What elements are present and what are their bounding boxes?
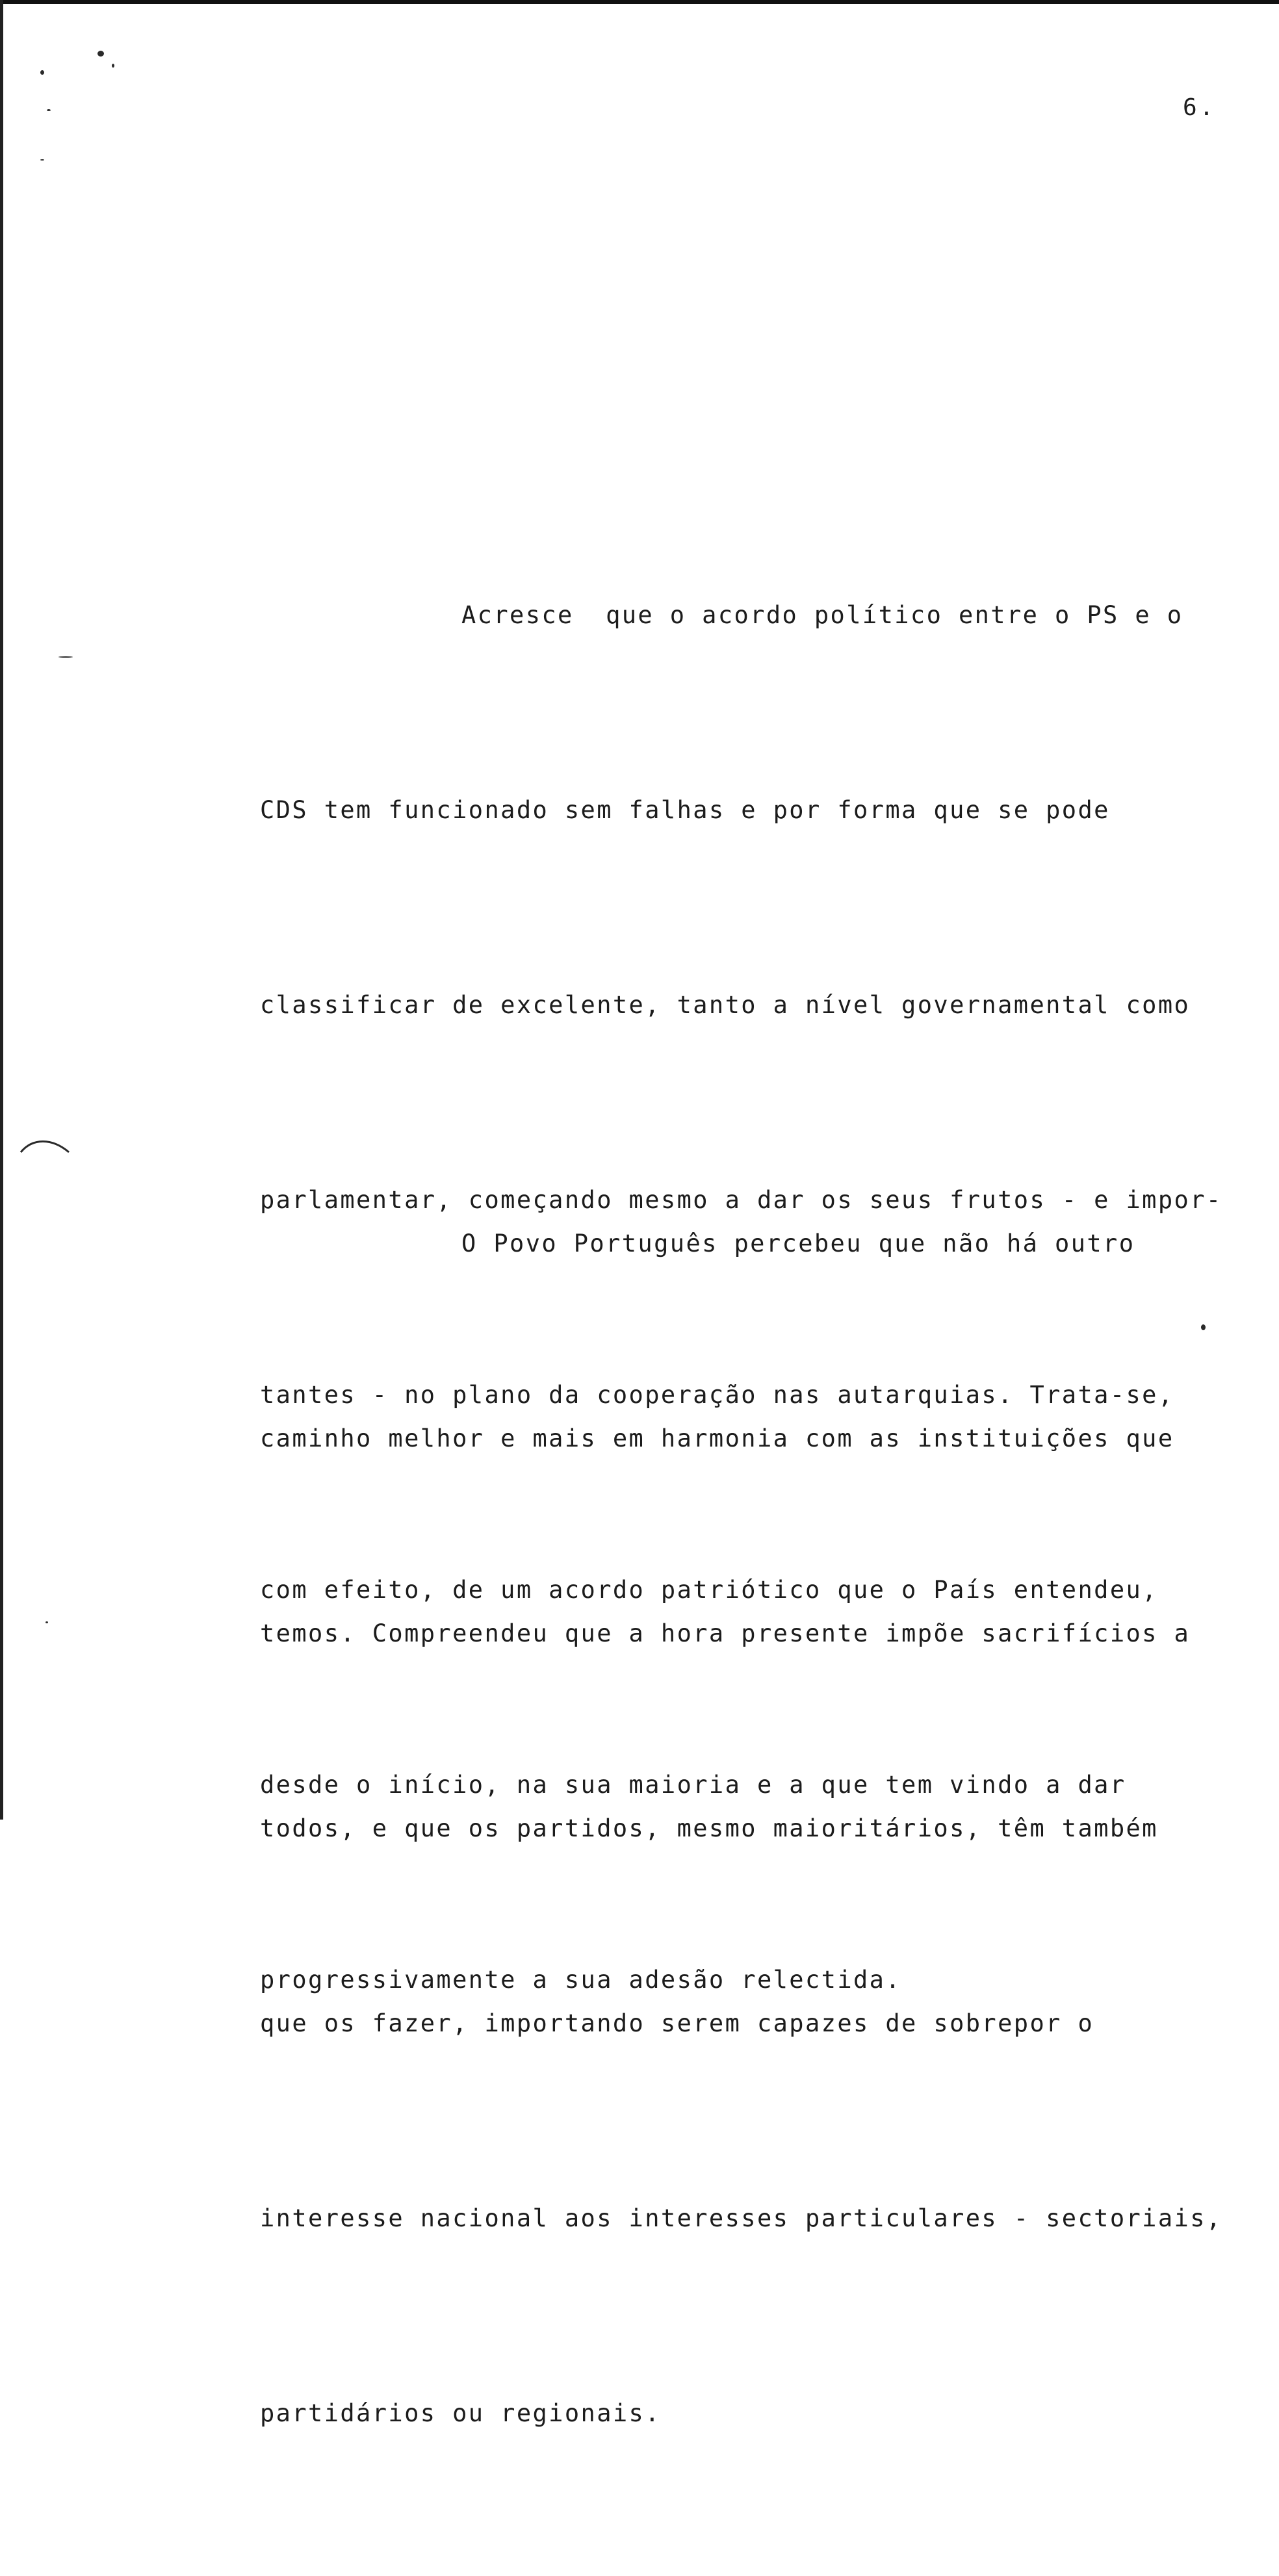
scan-speck bbox=[40, 70, 44, 75]
scan-speck bbox=[45, 1621, 48, 1623]
scan-speck bbox=[47, 109, 51, 111]
text-line: classificar de excelente, tanto a nível governamental como bbox=[260, 991, 1191, 1019]
text-line: que os fazer, importando serem capazes de sobrepor o bbox=[260, 2009, 1094, 2037]
text-line: progressivamente a sua adesão relectida. bbox=[260, 1966, 902, 1994]
scan-speck bbox=[40, 159, 44, 161]
scan-speck bbox=[97, 51, 104, 57]
page-number: 6. bbox=[1183, 94, 1217, 121]
text-line: partidários ou regionais. bbox=[260, 2399, 661, 2427]
paragraph-2 bbox=[260, 1081, 1235, 2576]
text-line: com efeito, de um acordo patriótico que o País entendeu, bbox=[260, 1576, 1158, 1604]
text-line: todos, e que os partidos, mesmo maioritários, têm também bbox=[260, 1814, 1158, 1842]
text-line: O Povo Português percebeu que não há outro bbox=[461, 1230, 1135, 1257]
text-line: interesse nacional aos interesses particulares - sectoriais, bbox=[260, 2204, 1222, 2232]
text-line: caminho melhor e mais em harmonia com as instituições que bbox=[260, 1424, 1174, 1452]
scan-pen-mark bbox=[19, 1134, 71, 1160]
text-line: CDS tem funcionado sem falhas e por forma que se pode bbox=[260, 796, 1110, 824]
text-line: temos. Compreendeu que a hora presente impõe sacrifícios a bbox=[260, 1619, 1191, 1647]
text-line: desde o início, na sua maioria e a que tem vindo a dar bbox=[260, 1771, 1126, 1799]
text-line: tantes - no plano da cooperação nas autarquias. Trata-se, bbox=[260, 1381, 1174, 1409]
text-line: Acresce que o acordo político entre o PS e o bbox=[461, 601, 1183, 629]
text-line: parlamentar, começando mesmo a dar os seus frutos - e impor- bbox=[260, 1186, 1222, 1214]
scan-top-edge bbox=[0, 0, 1279, 4]
scan-left-edge bbox=[0, 0, 3, 1820]
scan-speck bbox=[58, 656, 73, 658]
scan-speck bbox=[112, 64, 114, 68]
